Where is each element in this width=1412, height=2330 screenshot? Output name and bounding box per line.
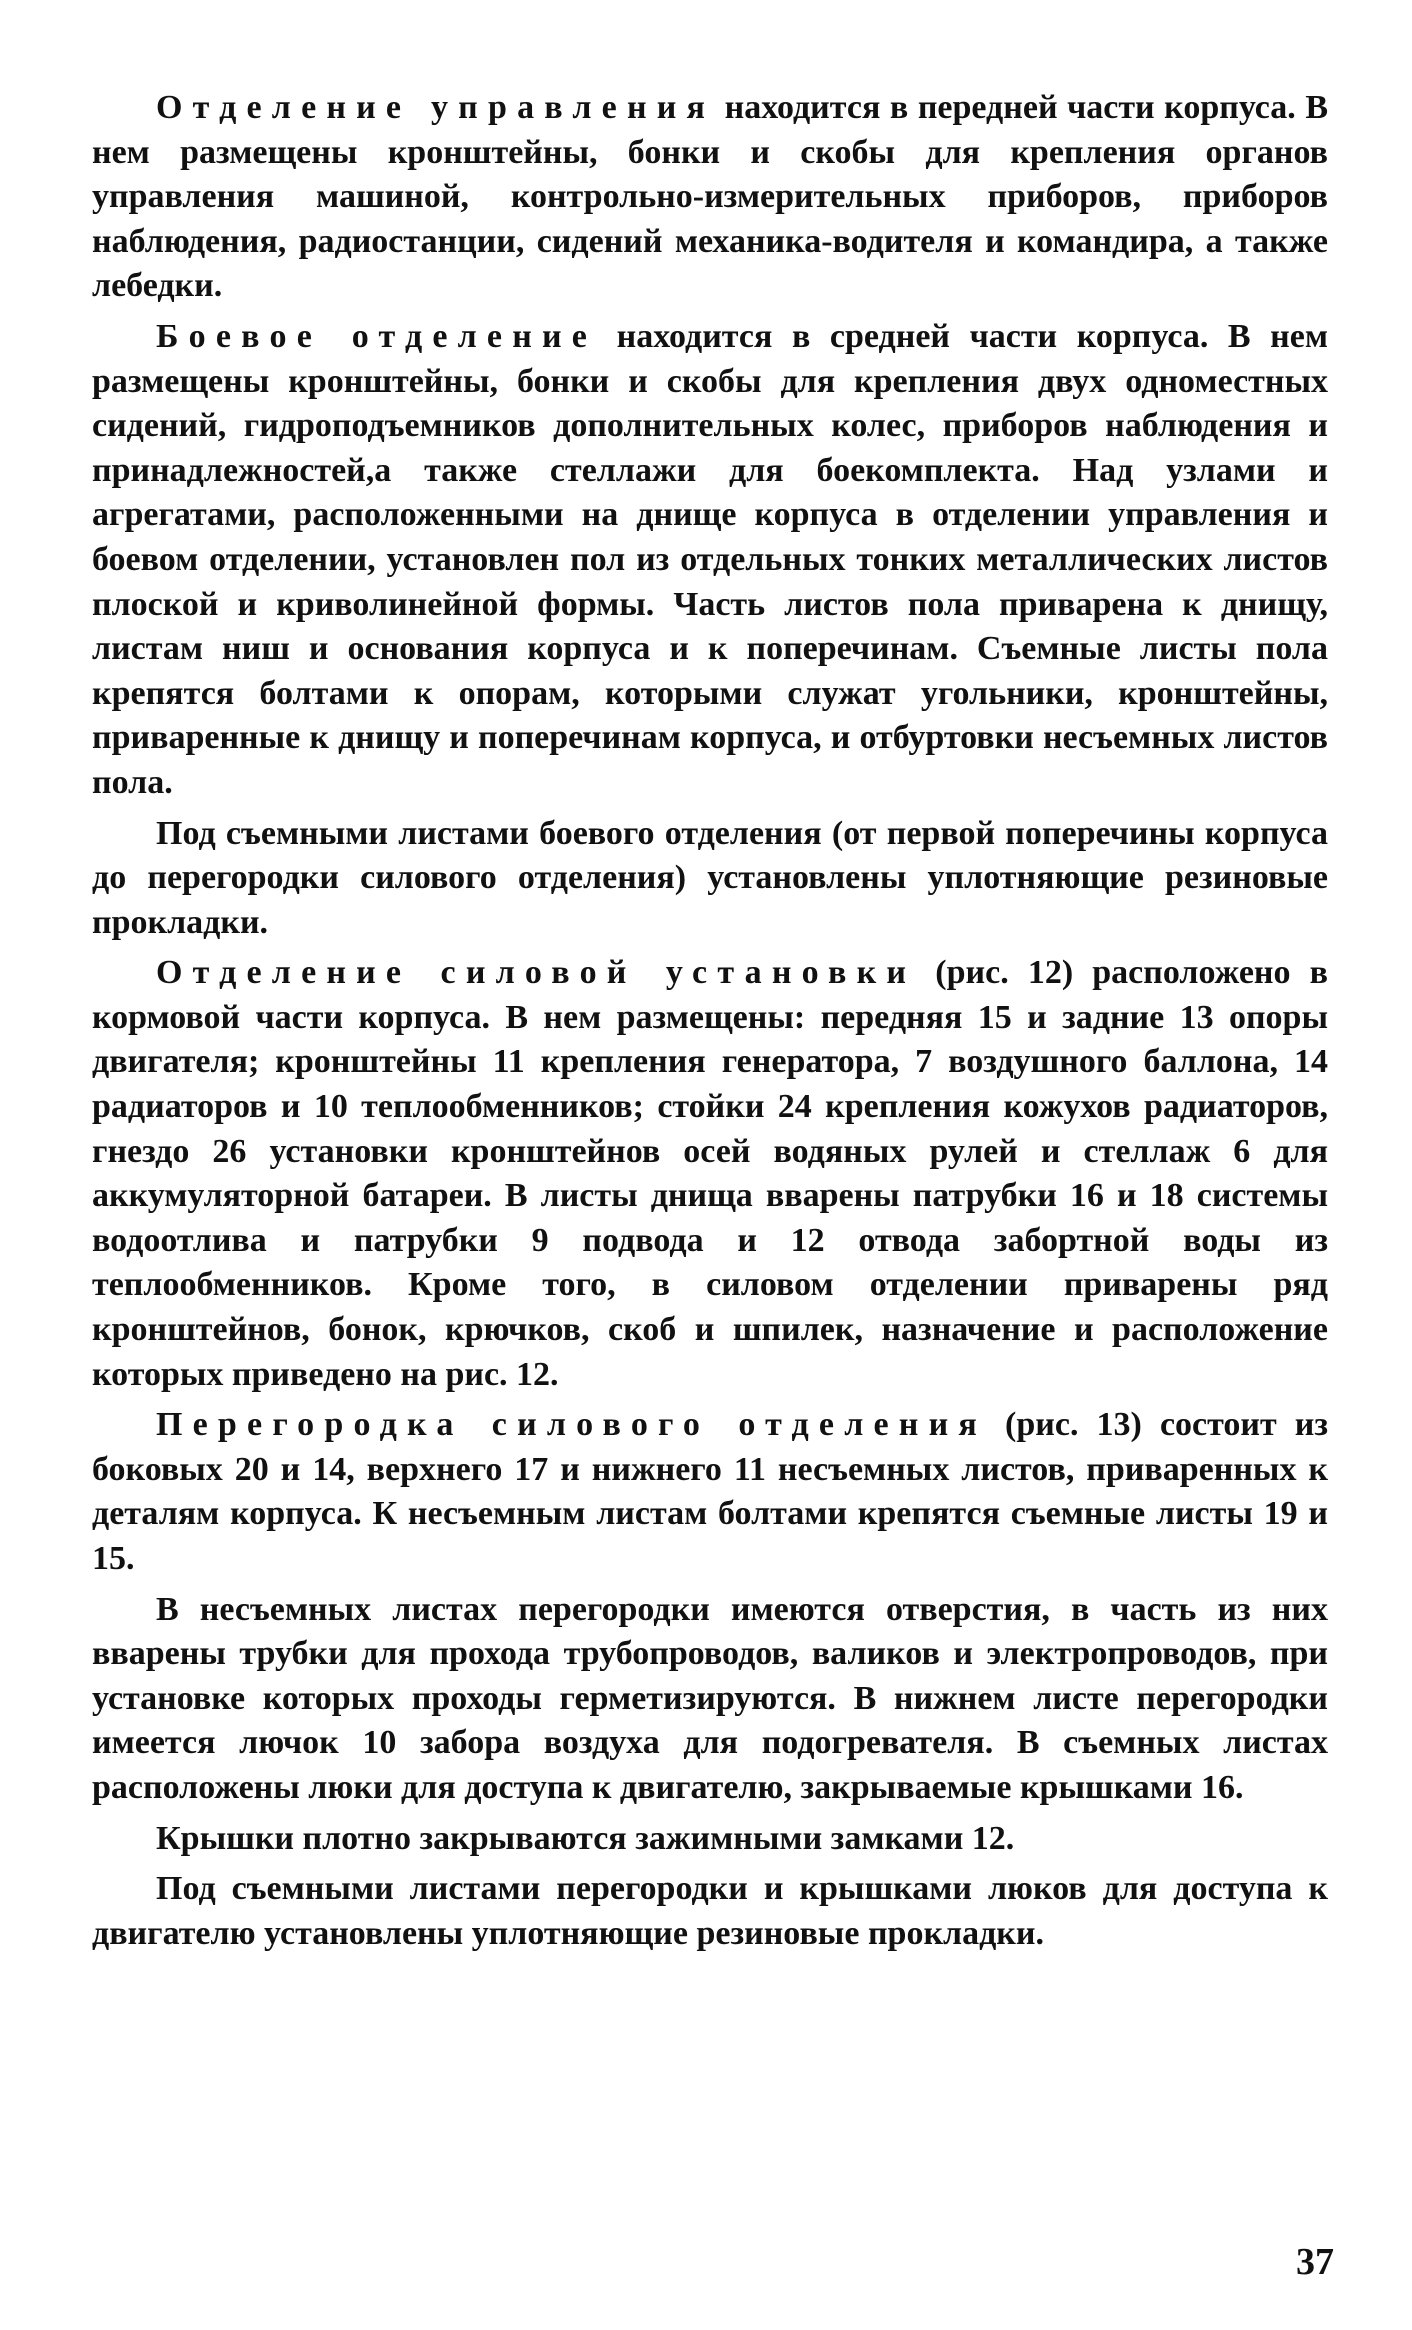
paragraph-body: Под съемными листами боевого отделения (от первой поперечины корпуса до перегородки силового отделения) установлены уплотняющие резиновые прокладки. — [92, 814, 1328, 941]
paragraph-hatch-gaskets — [92, 1867, 1328, 1956]
paragraph-body: Крышки плотно закрываются зажимными замками 12. — [156, 1819, 1015, 1857]
paragraph-body: Под съемными листами перегородки и крышками люков для доступа к двигателю установлены уплотняющие резиновые прокладки. — [92, 1870, 1328, 1952]
paragraph-body: находится в передней части корпуса. В нем размещены кронштейны, бонки и скобы для крепления органов управления машиной, контрольно-измерительных приборов, приборов наблюдения, радиостанции, сидений механика-водителя и командира, а также лебедки. — [92, 89, 1328, 305]
paragraph-body: (рис. 13) состоит из боковых 20 и 14, верхнего 17 и нижнего 11 несъемных листов, приваренных к деталям корпуса. К несъемным листам болтами крепятся съемные листы 19 и 15. — [92, 1406, 1328, 1577]
page-number: 37 — [1296, 2241, 1334, 2283]
paragraph-fighting-compartment — [92, 315, 1328, 806]
paragraph-body: (рис. 12) расположено в кормовой части корпуса. В нем размещены: передняя 15 и задние 13 опоры двигателя; кронштейны 11 крепления генератора, 7 воздушного баллона, 14 радиаторов и 10 теплообменников; стойки 24 крепления кожухов радиаторов, гнездо 26 установки кронштейнов осей водяных рулей и стеллаж 6 для аккумуляторной батареи. В листы днища вварены патрубки 16 и 18 системы водоотлива и патрубки 9 подвода и 12 отвода забортной воды из теплообменников. Кроме того, в силовом отделении приварены ряд кронштейнов, бонок, крючков, скоб и шпилек, назначение и расположение которых приведено на рис. 12. — [92, 954, 1328, 1393]
paragraph-power-compartment — [92, 951, 1328, 1397]
paragraph-control-compartment — [92, 86, 1328, 309]
heading-bulkhead: Перегородка силового отделения — [156, 1406, 987, 1444]
paragraph-floor-gaskets — [92, 812, 1328, 946]
heading-fighting-compartment: Боевое отделение — [156, 317, 598, 355]
paragraph-bulkhead-openings — [92, 1588, 1328, 1811]
page-text-block — [92, 86, 1328, 1962]
paragraph-body: В несъемных листах перегородки имеются отверстия, в часть из них вварены трубки для прохода трубопроводов, валиков и электропроводов, при установке которых проходы герметизируются. В нижнем листе перегородки имеется лючок 10 забора воздуха для подогревателя. В съемных листах расположены люки для доступа к двигателю, закрываемые крышками 16. — [92, 1590, 1328, 1806]
paragraph-bulkhead — [92, 1403, 1328, 1581]
heading-control-compartment: Отделение управления — [156, 89, 716, 126]
paragraph-body: находится в средней части корпуса. В нем размещены кронштейны, бонки и скобы для крепления двух одноместных сидений, гидроподъемников дополнительных колес, приборов наблюдения и принадлежностей,а также стеллажи для боекомплекта. Над узлами и агрегатами, расположенными на днище корпуса в отделении управления и боевом отделении, установлен пол из отдельных тонких металлических листов плоской и криволинейной формы. Часть листов пола приварена к днищу, листам ниш и основания корпуса и к поперечинам. Съемные листы пола крепятся болтами к опорам, которыми служат угольники, кронштейны, приваренные к днищу и поперечинам корпуса, и отбуртовки несъемных листов пола. — [92, 317, 1328, 801]
heading-power-compartment: Отделение силовой установки — [156, 954, 917, 992]
paragraph-covers-locks — [92, 1817, 1328, 1862]
